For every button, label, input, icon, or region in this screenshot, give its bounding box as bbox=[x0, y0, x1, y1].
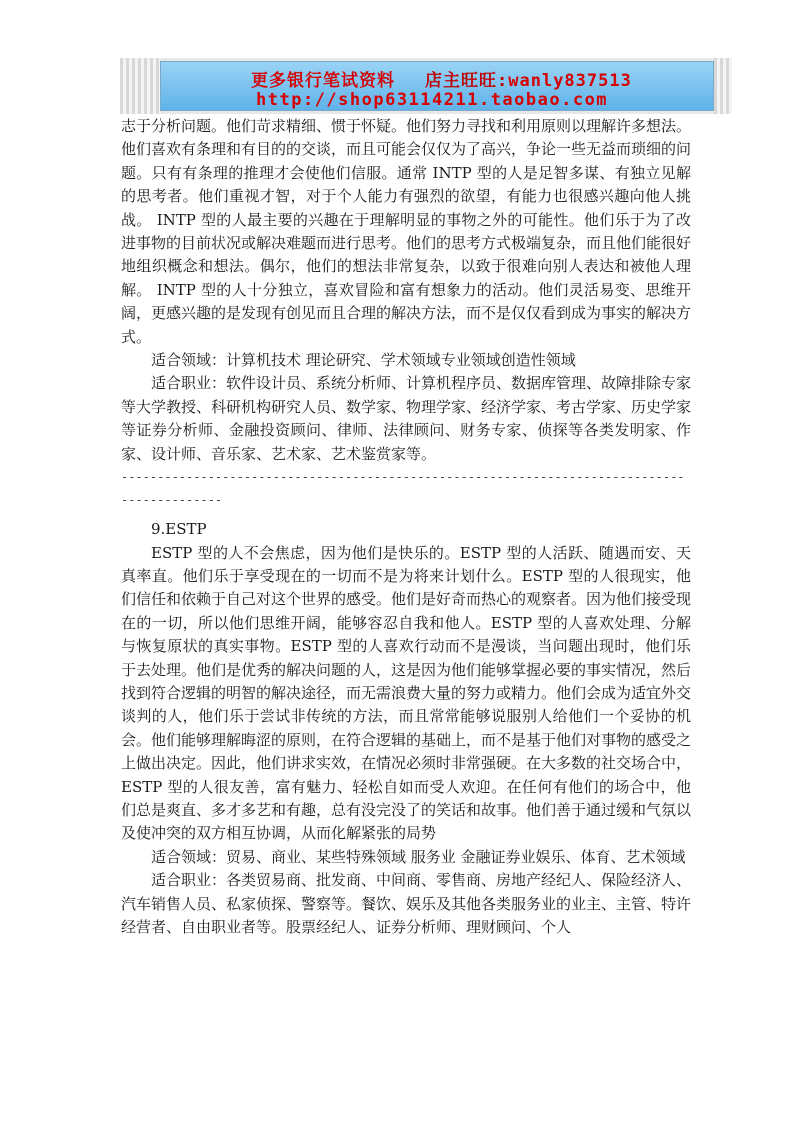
banner-edge-right bbox=[714, 58, 732, 114]
estp-fields: 适合领域：贸易、商业、某些特殊领域 服务业 金融证券业娱乐、体育、艺术领域 bbox=[151, 847, 686, 866]
document-body bbox=[121, 115, 691, 939]
banner-url: http://shop63114211.taobao.com bbox=[256, 90, 609, 110]
section-separator: -------------------------------------------------------------------------------------------- bbox=[121, 470, 685, 508]
estp-careers: 适合职业：各类贸易商、批发商、中间商、零售商、房地产经纪人、保险经济人、汽车销售人员、私家侦探、警察等。餐饮、娱乐及其他各类服务业的业主、主管、特许经营者、自由职业者等。股票经纪人、证券分析师、理财顾问、个人 bbox=[121, 871, 692, 936]
estp-heading: 9.ESTP bbox=[151, 520, 207, 539]
banner-shop-id: wanly837513 bbox=[508, 71, 632, 91]
banner-panel bbox=[160, 61, 714, 111]
banner-line-1 bbox=[251, 66, 632, 91]
estp-paragraph: ESTP 型的人不会焦虑，因为他们是快乐的。ESTP 型的人活跃、随遇而安、天真率直。他们乐于享受现在的一切而不是为将来计划什么。ESTP 型的人很现实，他们信任和依赖于自己对这个世界的感受。他们是好奇而热心的观察者。因为他们接受现在的一切，所以他们思维开阔，能够容忍自我和他人。ESTP 型的人喜欢处理、分解与恢复原状的真实事物。ESTP 型的人喜欢行动而不是漫谈，当问题出现时，他们乐于去处理。他们是优秀的解决问题的人，这是因为他们能够掌握必要的事实情况，然后找到符合逻辑的明智的解决途径，而无需浪费大量的努力或精力。他们会成为适宜外交谈判的人，他们乐于尝试非传统的方法，而且常常能够说服别人给他们一个妥协的机会。他们能够理解晦涩的原则，在符合逻辑的基础上，而不是基于他们对事物的感受之上做出决定。因此，他们讲求实效，在情况必须时非常强硬。在大多数的社交场合中，ESTP 型的人很友善，富有魅力、轻松自如而受人欢迎。在任何有他们的场合中，他们总是爽直、多才多艺和有趣，总有没完没了的笑话和故事。他们善于通过缓和气氛以及使冲突的双方相互协调，从而化解紧张的局势 bbox=[121, 543, 692, 843]
promo-banner bbox=[120, 58, 732, 114]
banner-shop-label: 店主旺旺: bbox=[425, 71, 509, 91]
banner-title: 更多银行笔试资料 bbox=[251, 71, 395, 91]
intp-careers: 适合职业：软件设计员、系统分析师、计算机程序员、数据库管理、故障排除专家等大学教授、科研机构研究人员、数学家、物理学家、经济学家、考古学家、历史学家等证券分析师、金融投资顾问、律师、法律顾问、财务专家、侦探等各类发明家、作家、设计师、音乐家、艺术家、艺术鉴赏家等。 bbox=[121, 374, 692, 463]
intp-fields: 适合领域：计算机技术 理论研究、学术领域专业领域创造性领域 bbox=[151, 351, 576, 370]
banner-edge-left bbox=[120, 58, 160, 114]
intp-paragraph: 志于分析问题。他们苛求精细、惯于怀疑。他们努力寻找和利用原则以理解许多想法。他们喜欢有条理和有目的的交谈，而且可能会仅仅为了高兴，争论一些无益而琐细的问题。只有有条理的推理才会使他们信服。通常 INTP 型的人是足智多谋、有独立见解的思考者。他们重视才智，对于个人能力有强烈的欲望，有能力也很感兴趣向他人挑战。 INTP 型的人最主要的兴趣在于理解明显的事物之外的可能性。他们乐于为了改进事物的目前状况或解决难题而进行思考。他们的思考方式极端复杂，而且他们能很好地组织概念和想法。偶尔，他们的想法非常复杂，以致于很难向别人表达和被他人理解。 INTP 型的人十分独立，喜欢冒险和富有想象力的活动。他们灵活易变、思维开阔，更感兴趣的是发现有创见而且合理的解决方法，而不是仅仅看到成为事实的解决方式。 bbox=[121, 117, 692, 346]
